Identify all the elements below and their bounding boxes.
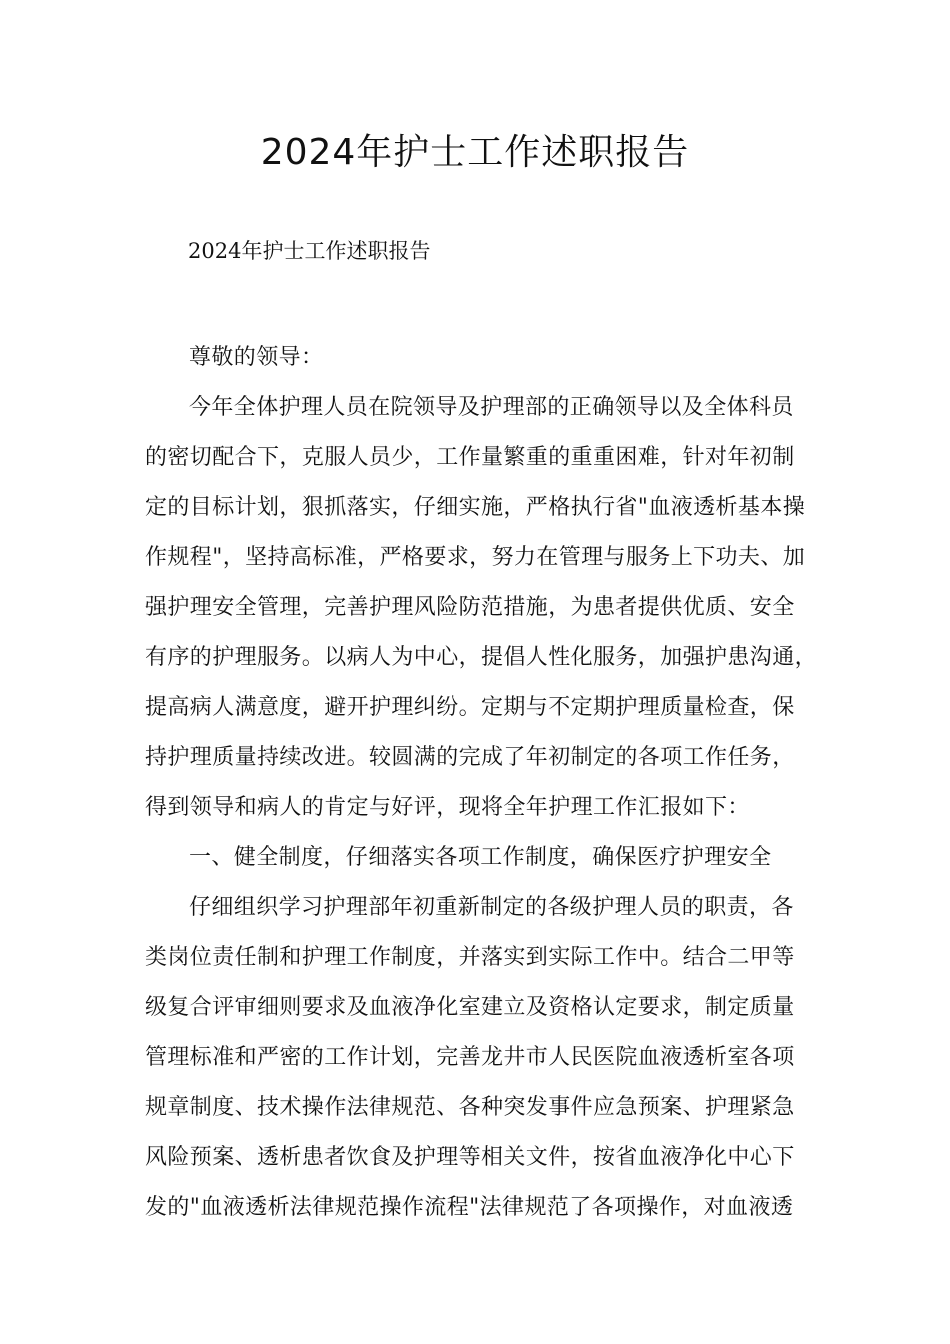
body-line: 一、健全制度，仔细落实各项工作制度，确保医疗护理安全: [189, 845, 772, 870]
body-line: 得到领导和病人的肯定与好评，现将全年护理工作汇报如下：: [145, 795, 750, 820]
document-subtitle: 2024年护士工作述职报告: [188, 239, 431, 263]
document-body: [145, 333, 825, 1233]
body-line: 作规程"，坚持高标准，严格要求，努力在管理与服务上下功夫、加: [145, 545, 806, 570]
body-line: 发的"血液透析法律规范操作流程"法律规范了各项操作，对血液透: [145, 1195, 794, 1220]
body-line: 仔细组织学习护理部年初重新制定的各级护理人员的职责，各: [189, 895, 794, 920]
body-line: 今年全体护理人员在院领导及护理部的正确领导以及全体科员: [189, 395, 794, 420]
body-line: 规章制度、技术操作法律规范、各种突发事件应急预案、护理紧急: [145, 1095, 795, 1120]
body-line: 有序的护理服务。以病人为中心，提倡人性化服务，加强护患沟通，: [145, 645, 818, 670]
body-line: 级复合评审细则要求及血液净化室建立及资格认定要求，制定质量: [145, 995, 795, 1020]
body-line: 类岗位责任制和护理工作制度，并落实到实际工作中。结合二甲等: [145, 945, 795, 970]
body-line: 的密切配合下，克服人员少，工作量繁重的重重困难，针对年初制: [145, 445, 795, 470]
body-line: 风险预案、透析患者饮食及护理等相关文件，按省血液净化中心下: [145, 1145, 795, 1170]
body-line: 尊敬的领导：: [189, 345, 324, 370]
body-line: 管理标准和严密的工作计划，完善龙井市人民医院血液透析室各项: [145, 1045, 795, 1070]
body-line: 强护理安全管理，完善护理风险防范措施，为患者提供优质、安全: [145, 595, 795, 620]
body-line: 持护理质量持续改进。较圆满的完成了年初制定的各项工作任务，: [145, 745, 795, 770]
body-line: 定的目标计划，狠抓落实，仔细实施，严格执行省"血液透析基本操: [145, 495, 806, 520]
document-title: 2024年护士工作述职报告: [260, 132, 690, 173]
body-line: 提高病人满意度，避开护理纠纷。定期与不定期护理质量检查，保: [145, 695, 795, 720]
